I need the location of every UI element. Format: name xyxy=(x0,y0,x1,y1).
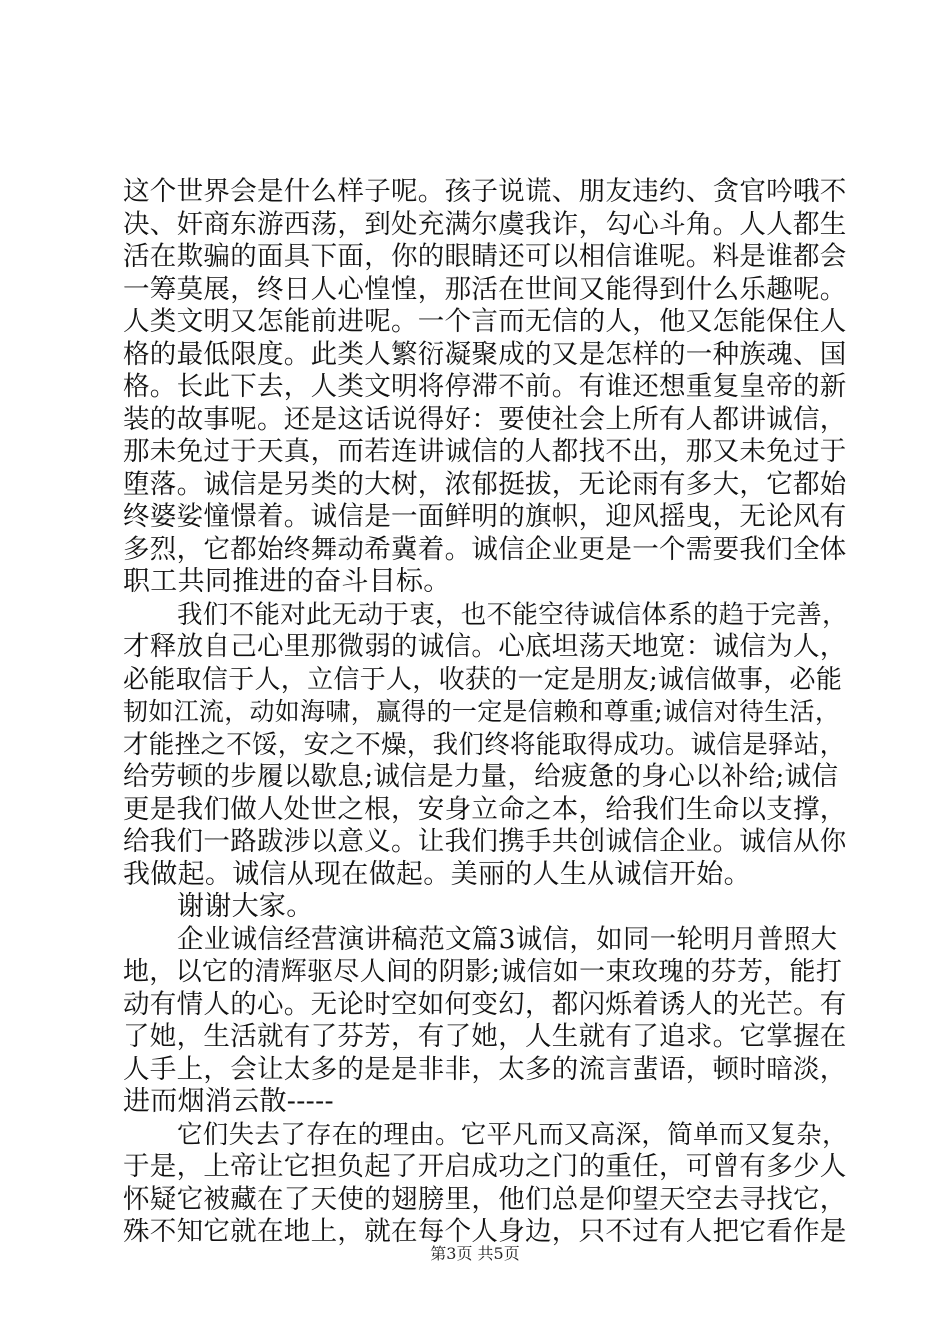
text-line: 决、奸商东游西荡，到处充满尔虞我诈，勾心斗角。人人都生 xyxy=(123,208,847,240)
text-line: 更是我们做人处世之根，安身立命之本，给我们生命以支撑， xyxy=(123,793,847,825)
text-line: 活在欺骗的面具下面，你的眼睛还可以相信谁呢。料是谁都会 xyxy=(123,241,847,272)
text-line: 这个世界会是什么样子呢。孩子说谎、朋友违约、贪官吟哦不 xyxy=(123,176,847,207)
text-line: 进而烟消云散----- xyxy=(123,1086,334,1117)
text-line: 才释放自己心里那微弱的诚信。心底坦荡天地宽：诚信为人， xyxy=(123,631,847,662)
body-text xyxy=(123,176,848,1249)
text-line: 人手上，会让太多的是是非非，太多的流言蜚语，顿时暗淡， xyxy=(123,1053,847,1085)
text-line: 韧如江流，动如海啸，赢得的一定是信赖和尊重;诚信对待生活， xyxy=(123,697,841,726)
text-line: 动有情人的心。无论时空如何变幻，都闪烁着诱人的光芒。有 xyxy=(123,988,847,1020)
text-line: 殊不知它就在地上，就在每个人身边，只不过有人把它看作是 xyxy=(123,1216,847,1247)
text-line: 一筹莫展，终日人心惶惶，那活在世间又能得到什么乐趣呢。 xyxy=(123,273,847,305)
text-line: 那未免过于天真，而若连讲诚信的人都找不出，那又未免过于 xyxy=(123,436,847,467)
text-line: 装的故事呢。还是这话说得好：要使社会上所有人都讲诚信， xyxy=(123,403,847,435)
text-line: 格。长此下去，人类文明将停滞不前。有谁还想重复皇帝的新 xyxy=(123,371,847,402)
text-line: 地，以它的清辉驱尽人间的阴影;诚信如一束玫瑰的芬芳，能打 xyxy=(123,957,843,987)
text-line: 堕落。诚信是另类的大树，浓郁挺拔，无论雨有多大，它都始 xyxy=(123,468,847,500)
text-line: 多烈，它都始终舞动希冀着。诚信企业更是一个需要我们全体 xyxy=(123,533,847,565)
text-line: 我做起。诚信从现在做起。美丽的人生从诚信开始。 xyxy=(123,858,751,890)
text-line: 终婆娑憧憬着。诚信是一面鲜明的旗帜，迎风摇曳，无论风有 xyxy=(123,501,847,532)
text-line: 于是，上帝让它担负起了开启成功之门的重任，可曾有多少人 xyxy=(123,1151,847,1182)
text-line: 给我们一路跋涉以意义。让我们携手共创诚信企业。诚信从你 xyxy=(123,826,847,857)
paragraph-first-line: 我们不能对此无动于衷，也不能空待诚信体系的趋于完善， xyxy=(177,599,848,630)
text-line: 了她，生活就有了芬芳，有了她，人生就有了追求。它掌握在 xyxy=(123,1021,847,1052)
text-line: 必能取信于人，立信于人，收获的一定是朋友;诚信做事，必能 xyxy=(123,664,843,695)
text-line: 怀疑它被藏在了天使的翅膀里，他们总是仰望天空去寻找它， xyxy=(123,1183,847,1215)
text-line: 职工共同推进的奋斗目标。 xyxy=(123,566,451,597)
paragraph-first-line: 它们失去了存在的理由。它平凡而又高深，简单而又复杂， xyxy=(177,1119,848,1150)
text-line: 格的最低限度。此类人繁衍凝聚成的又是怎样的一种族魂、国 xyxy=(123,338,847,370)
text-line: 给劳顿的步履以歇息;诚信是力量，给疲惫的身心以补给;诚信 xyxy=(123,761,839,792)
paragraph-first-line: 谢谢大家。 xyxy=(177,891,314,922)
paragraph-first-line: 企业诚信经营演讲稿范文篇3诚信，如同一轮明月普照大 xyxy=(177,923,838,955)
text-line: 才能挫之不馁，安之不燥，我们终将能取得成功。诚信是驿站， xyxy=(123,729,846,760)
text-line: 人类文明又怎能前进呢。一个言而无信的人，他又怎能保住人 xyxy=(123,306,847,337)
page-footer: 第3页 共5页 xyxy=(430,1244,520,1263)
